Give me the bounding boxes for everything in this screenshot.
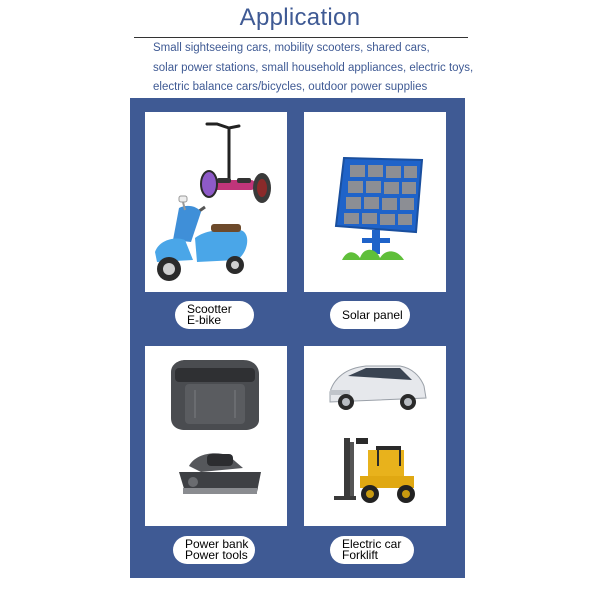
- suv-car-icon: [330, 366, 426, 410]
- scooter-icon: [155, 196, 247, 281]
- label-power-bank-tools: [173, 536, 255, 564]
- card-solar-panel: [304, 112, 446, 292]
- solar-panel-icon: [336, 158, 422, 260]
- label-solar-panel: [330, 301, 410, 329]
- application-description: [153, 39, 493, 98]
- label-line: Solar panel: [342, 307, 403, 322]
- electric-planer-icon: [179, 453, 261, 494]
- title-divider: [134, 37, 468, 38]
- label-line: Power bank: [185, 537, 249, 551]
- forklift-icon: [334, 438, 415, 503]
- label-scooter-ebike: [175, 301, 254, 329]
- page-title: Application: [239, 4, 361, 31]
- description-line-1: Small sightseeing cars, mobility scooters, shared cars,: [153, 42, 430, 54]
- label-line: Forklift: [342, 548, 378, 562]
- label-line: Power tools: [185, 548, 248, 562]
- applications-panel: [130, 98, 465, 578]
- battery-case-icon: [171, 360, 259, 430]
- label-line: E-bike: [187, 313, 222, 327]
- label-line: Scootter: [187, 302, 232, 316]
- hoverboard-icon: [201, 124, 271, 203]
- description-line-2: solar power stations, small household appliances, electric toys,: [153, 61, 474, 74]
- card-scooter-ebike: [145, 112, 287, 292]
- label-line: Electric car: [342, 537, 402, 551]
- card-electric-car-forklift: [304, 346, 446, 526]
- label-electric-car-forklift: [330, 536, 414, 564]
- description-line-3: electric balance cars/bicycles, outdoor power supplies: [153, 81, 428, 93]
- card-power-bank-tools: [145, 346, 287, 526]
